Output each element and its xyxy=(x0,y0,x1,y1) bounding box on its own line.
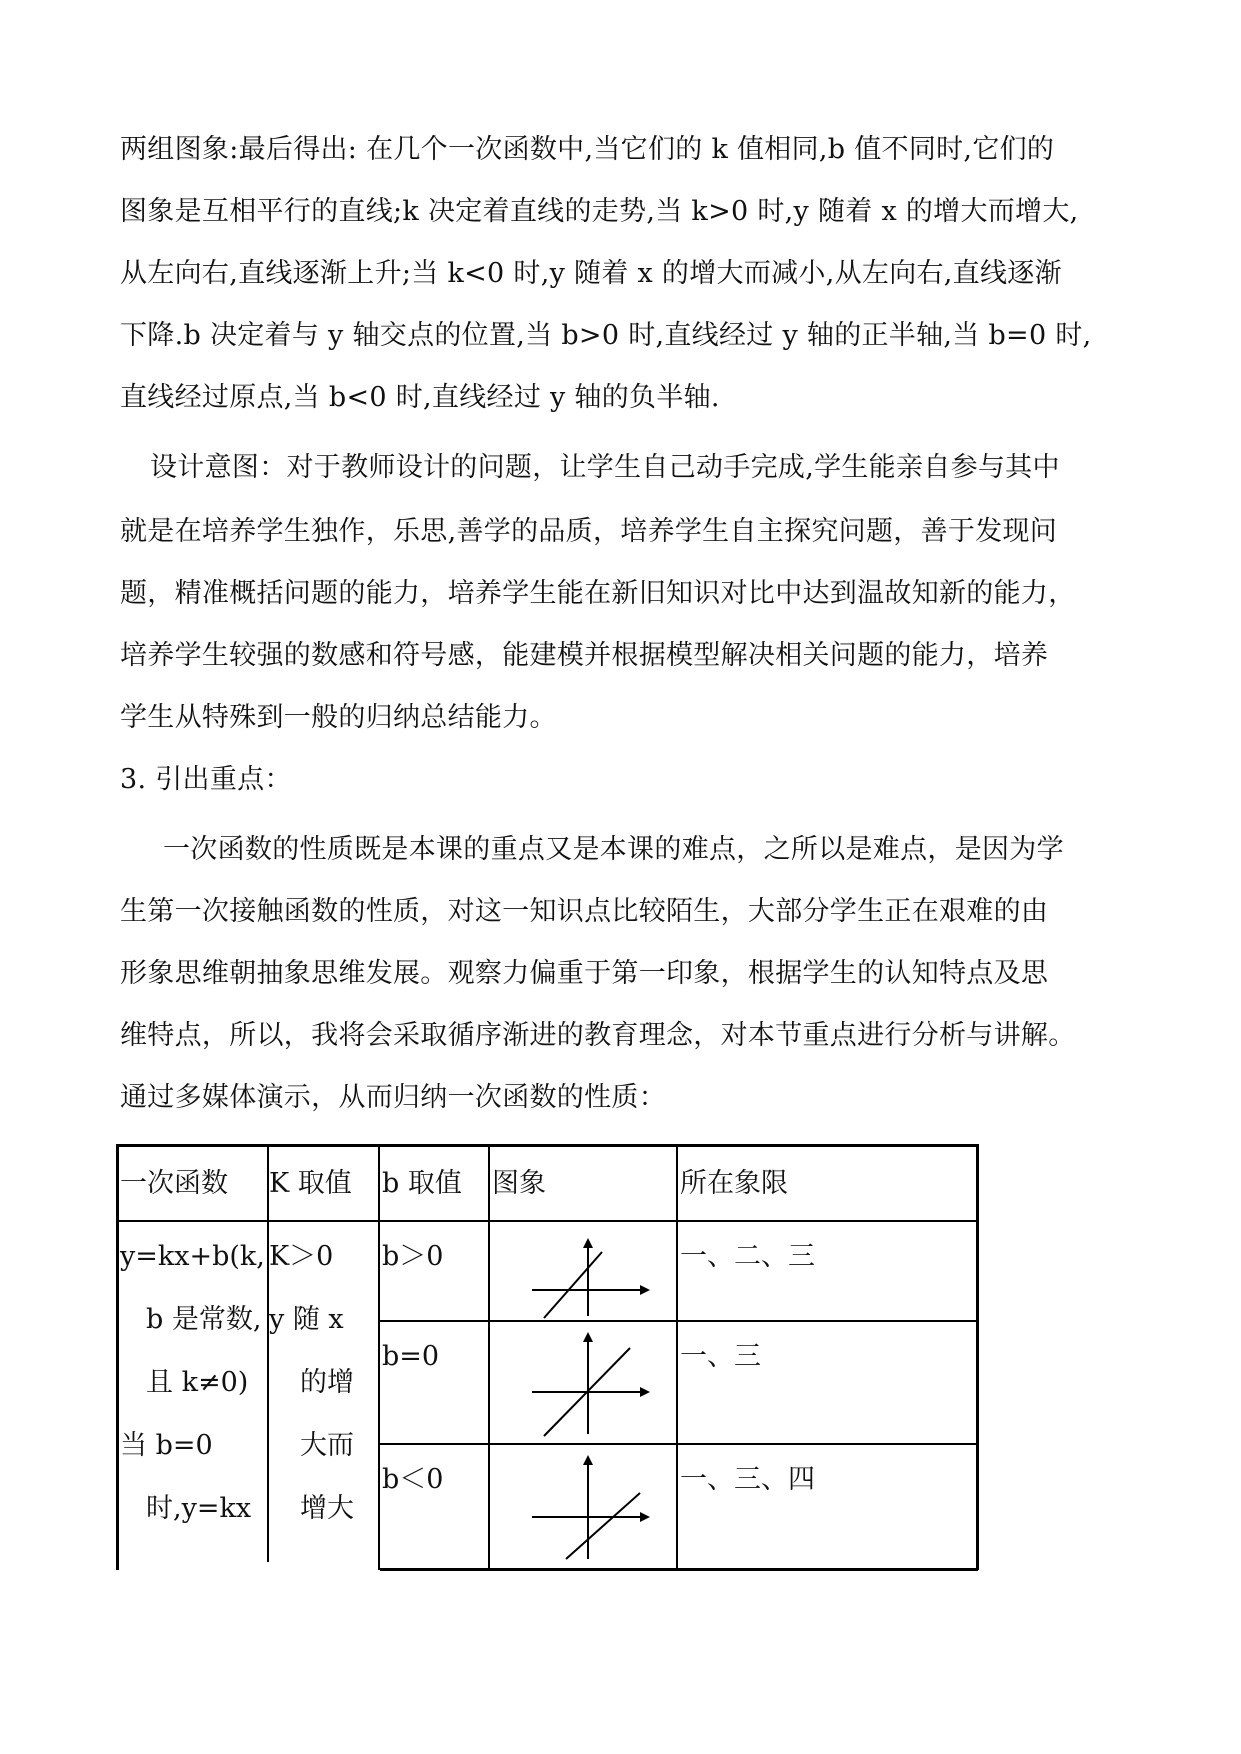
header-function: 一次函数 xyxy=(120,1168,228,1199)
header-b-value: b 取值 xyxy=(382,1168,462,1199)
function-text: y=kx+b(k, xyxy=(120,1241,265,1272)
table-divider xyxy=(488,1144,490,1570)
text-line: 两组图象:最后得出: 在几个一次函数中,当它们的 k 值相同,b 值不同时,它们的 xyxy=(120,134,1055,165)
b-value-cell: b=0 xyxy=(382,1341,440,1372)
k-value-text: 大而 xyxy=(300,1430,354,1461)
function-text: b 是常数, xyxy=(146,1304,262,1335)
table-border-top xyxy=(116,1144,978,1147)
k-value-text: 的增 xyxy=(300,1367,354,1398)
text-line: 直线经过原点,当 b<0 时,直线经过 y 轴的负半轴. xyxy=(120,382,720,413)
text-line: 培养学生较强的数感和符号感，能建模并根据模型解决相关问题的能力，培养 xyxy=(120,640,1049,671)
header-graph: 图象 xyxy=(492,1168,546,1199)
text-line: 通过多媒体演示，从而归纳一次函数的性质： xyxy=(120,1082,666,1113)
table-border-right xyxy=(976,1144,979,1570)
quadrants-cell: 一、三 xyxy=(680,1341,761,1372)
function-text: 当 b=0 xyxy=(120,1430,213,1461)
b-value-cell: b＞0 xyxy=(382,1241,444,1272)
table-divider xyxy=(380,1320,978,1322)
k-value-text: y 随 x xyxy=(269,1304,344,1335)
graph-b-positive-icon xyxy=(520,1238,660,1318)
table-divider xyxy=(378,1144,380,1570)
graph-b-zero-icon xyxy=(520,1330,660,1438)
text-line: 维特点，所以，我将会采取循序渐进的教育理念，对本节重点进行分析与讲解。 xyxy=(120,1020,1076,1051)
section-heading: 3. 引出重点： xyxy=(120,764,292,795)
text-line: 从左向右,直线逐渐上升;当 k<0 时,y 随着 x 的增大而减小,从左向右,直线逐渐 xyxy=(120,258,1062,289)
table-divider xyxy=(676,1144,678,1570)
text-line: 形象思维朝抽象思维发展。观察力偏重于第一印象，根据学生的认知特点及思 xyxy=(120,958,1049,989)
header-quadrants: 所在象限 xyxy=(680,1168,788,1199)
text-line: 生第一次接触函数的性质，对这一知识点比较陌生，大部分学生正在艰难的由 xyxy=(120,896,1049,927)
table-divider xyxy=(267,1144,269,1562)
text-line: 设计意图：对于教师设计的问题，让学生自己动手完成,学生能亲自参与其中 xyxy=(150,452,1060,483)
k-value-text: 增大 xyxy=(300,1493,354,1524)
quadrants-cell: 一、二、三 xyxy=(680,1241,815,1272)
table-border-left xyxy=(116,1144,119,1570)
header-k-value: K 取值 xyxy=(269,1168,352,1199)
table-divider xyxy=(116,1220,978,1222)
table-divider xyxy=(380,1443,978,1445)
b-value-cell: b＜0 xyxy=(382,1464,444,1495)
graph-b-negative-icon xyxy=(520,1453,660,1563)
k-value-text: K＞0 xyxy=(269,1241,334,1272)
quadrants-cell: 一、三、四 xyxy=(680,1464,815,1495)
text-line: 图象是互相平行的直线;k 决定着直线的走势,当 k>0 时,y 随着 x 的增大而增大, xyxy=(120,196,1079,227)
function-text: 且 k≠0) xyxy=(146,1367,249,1398)
text-line: 学生从特殊到一般的归纳总结能力。 xyxy=(120,702,557,733)
text-line: 一次函数的性质既是本课的重点又是本课的难点，之所以是难点，是因为学 xyxy=(163,834,1064,865)
text-line: 题，精准概括问题的能力，培养学生能在新旧知识对比中达到温故知新的能力， xyxy=(120,578,1076,609)
table-border-bottom xyxy=(380,1568,978,1571)
text-line: 下降.b 决定着与 y 轴交点的位置,当 b>0 时,直线经过 y 轴的正半轴,当 b=0 时, xyxy=(120,320,1092,351)
text-line: 就是在培养学生独作，乐思,善学的品质，培养学生自主探究问题，善于发现问 xyxy=(120,516,1058,547)
function-text: 时,y=kx xyxy=(146,1493,252,1524)
